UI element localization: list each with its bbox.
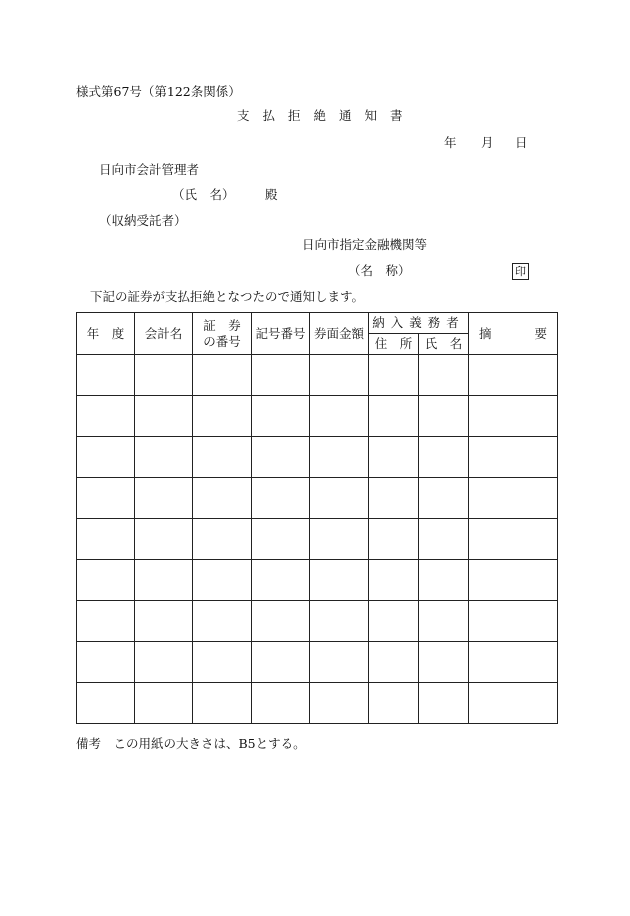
table-cell	[135, 560, 193, 601]
header-remarks	[469, 313, 558, 355]
table-cell	[252, 519, 310, 560]
seal-mark: 印	[512, 263, 529, 280]
table-cell	[419, 642, 469, 683]
table-cell	[419, 437, 469, 478]
table-cell	[77, 683, 135, 724]
table-row	[77, 355, 558, 396]
table-cell	[135, 601, 193, 642]
table-cell	[469, 478, 558, 519]
table-cell	[419, 683, 469, 724]
table-row	[77, 560, 558, 601]
date-day-label: 日	[515, 135, 528, 150]
table-cell	[77, 437, 135, 478]
header-name: 氏 名	[419, 334, 469, 355]
table-cell	[135, 355, 193, 396]
table-cell	[310, 478, 369, 519]
date-month-label: 月	[481, 135, 494, 150]
date-year-label: 年	[444, 135, 457, 150]
note: 備考 この用紙の大きさは、B5とする。	[76, 736, 306, 751]
addressee: 日向市会計管理者	[99, 162, 200, 177]
table-cell	[310, 437, 369, 478]
table-cell	[77, 355, 135, 396]
table-cell	[469, 355, 558, 396]
table-cell	[77, 642, 135, 683]
header-remarks-char1: 摘	[479, 325, 492, 341]
header-remarks-char2: 要	[534, 325, 548, 341]
table-cell	[469, 601, 558, 642]
institution: 日向市指定金融機関等	[302, 237, 428, 252]
form-number: 様式第67号（第122条関係）	[76, 84, 241, 99]
table-cell	[193, 396, 252, 437]
table-cell	[469, 396, 558, 437]
table-row	[77, 519, 558, 560]
table-cell	[77, 601, 135, 642]
table-cell	[419, 355, 469, 396]
table-cell	[310, 642, 369, 683]
header-payer: 納入義務者	[369, 313, 469, 334]
header-account: 会計名	[135, 313, 193, 355]
table-cell	[369, 683, 419, 724]
table-cell	[310, 601, 369, 642]
table-cell	[369, 519, 419, 560]
table-cell	[469, 519, 558, 560]
table-row	[77, 642, 558, 683]
header-address: 住 所	[369, 334, 419, 355]
table-cell	[369, 642, 419, 683]
table-cell	[310, 355, 369, 396]
table-cell	[419, 396, 469, 437]
table-cell	[252, 560, 310, 601]
header-cert-number	[193, 313, 252, 355]
header-cert-line2: の番号	[203, 333, 241, 349]
table-cell	[419, 478, 469, 519]
table-cell	[369, 478, 419, 519]
table-cell	[369, 396, 419, 437]
table-cell	[193, 478, 252, 519]
table-cell	[135, 437, 193, 478]
table-cell	[77, 519, 135, 560]
table-cell	[419, 519, 469, 560]
table-cell	[469, 437, 558, 478]
name-label: （氏 名）	[172, 187, 235, 202]
table-cell	[369, 601, 419, 642]
header-cert-line1: 証 券	[203, 317, 241, 333]
table-cell	[135, 478, 193, 519]
table-row	[77, 437, 558, 478]
table-cell	[469, 560, 558, 601]
table-cell	[77, 396, 135, 437]
honorific: 殿	[265, 187, 278, 202]
table-cell	[419, 560, 469, 601]
table-cell	[193, 519, 252, 560]
table-cell	[310, 683, 369, 724]
certificate-table	[76, 312, 558, 724]
table-cell	[193, 560, 252, 601]
header-face-value: 券面金額	[310, 313, 369, 355]
table-cell	[252, 642, 310, 683]
table-cell	[310, 560, 369, 601]
table-cell	[193, 437, 252, 478]
table-cell	[252, 478, 310, 519]
table-cell	[135, 396, 193, 437]
table-row	[77, 601, 558, 642]
table-cell	[252, 601, 310, 642]
table-cell	[252, 355, 310, 396]
institution-name-label: （名 称）	[348, 263, 411, 278]
table-cell	[252, 437, 310, 478]
table-cell	[193, 683, 252, 724]
table-cell	[419, 601, 469, 642]
table-cell	[369, 560, 419, 601]
table-cell	[135, 642, 193, 683]
table-cell	[310, 396, 369, 437]
table-cell	[193, 601, 252, 642]
header-symbol-number: 記号番号	[252, 313, 310, 355]
table-row	[77, 396, 558, 437]
table-cell	[135, 683, 193, 724]
table-row	[77, 478, 558, 519]
intro-text: 下記の証券が支払拒絶となつたので通知します。	[90, 289, 365, 304]
table-row	[77, 683, 558, 724]
table-cell	[469, 642, 558, 683]
table-cell	[77, 560, 135, 601]
table-cell	[369, 355, 419, 396]
table-cell	[193, 642, 252, 683]
table-cell	[252, 683, 310, 724]
table-cell	[252, 396, 310, 437]
table-cell	[310, 519, 369, 560]
table-cell	[135, 519, 193, 560]
document-title: 支払拒絶通知書	[237, 108, 416, 123]
table-cell	[369, 437, 419, 478]
table-cell	[193, 355, 252, 396]
header-year: 年 度	[77, 313, 135, 355]
agent-label: （収納受託者）	[99, 213, 187, 228]
table-cell	[469, 683, 558, 724]
table-cell	[77, 478, 135, 519]
